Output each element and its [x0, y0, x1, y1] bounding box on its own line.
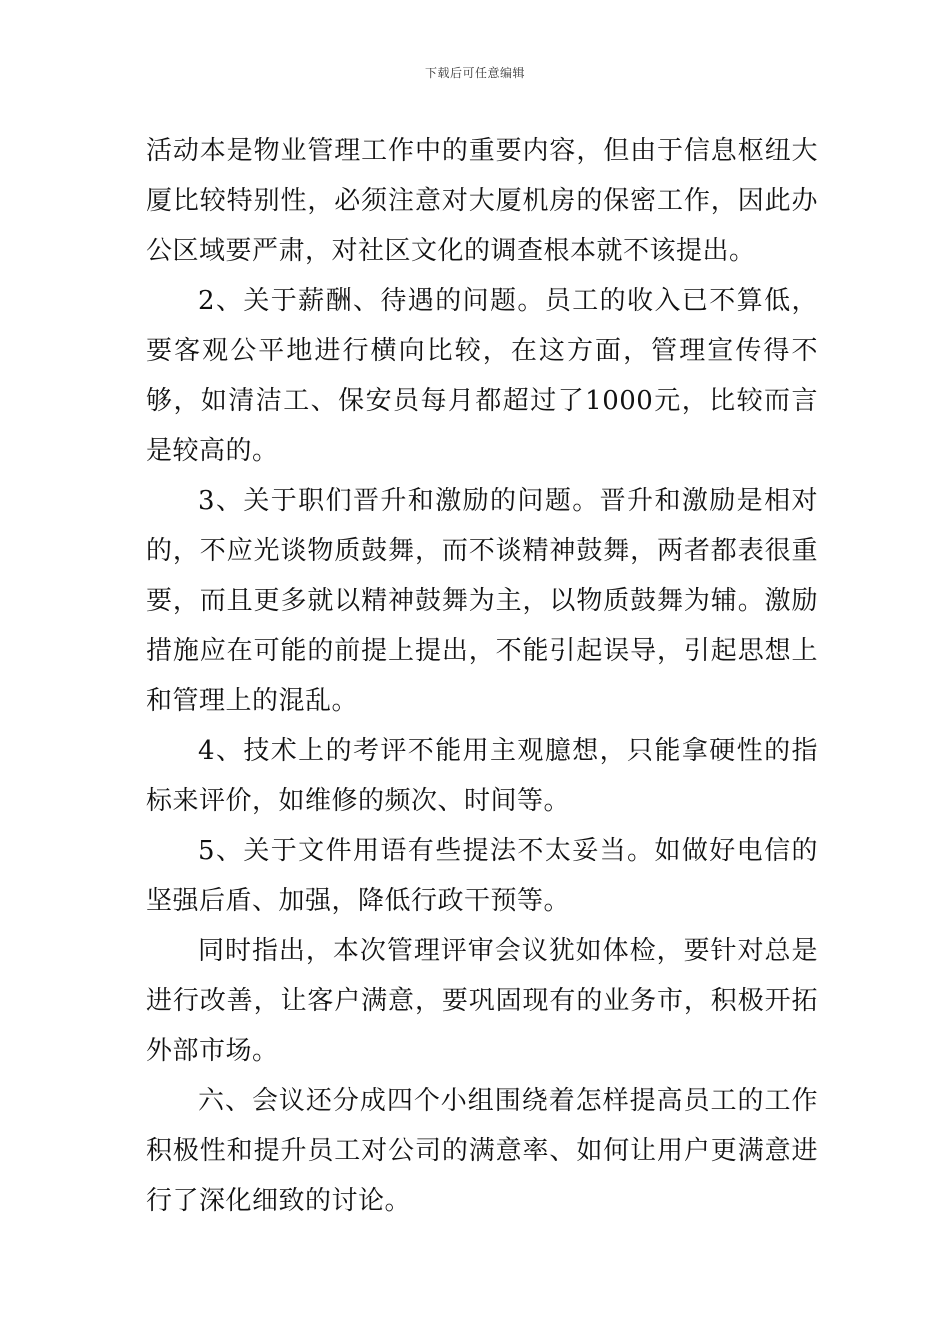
paragraph-item-4: 4、技术上的考评不能用主观臆想，只能拿硬性的指标来评价，如维修的频次、时间等。 — [146, 736, 818, 816]
paragraph-item-3: 3、关于职们晋升和激励的问题。晋升和激励是相对的，不应光谈物质鼓舞，而不谈精神鼓舞，两者都表很重要，而且更多就以精神鼓舞为主，以物质鼓舞为辅。激励措施应在可能的前提上提出，不能引起误导，引起思想上和管理上的混乱。 — [146, 486, 818, 716]
page-header: 下载后可任意编辑 — [424, 66, 525, 80]
paragraph-item-5: 5、关于文件用语有些提法不太妥当。如做好电信的坚强后盾、加强，降低行政干预等。 — [146, 836, 818, 916]
paragraph-intro: 活动本是物业管理工作中的重要内容，但由于信息枢纽大厦比较特别性，必须注意对大厦机房的保密工作，因此办公区域要严肃，对社区文化的调查根本就不该提出。 — [146, 136, 818, 266]
paragraph-summary: 同时指出，本次管理评审会议犹如体检，要针对总是进行改善，让客户满意，要巩固现有的业务市，积极开拓外部市场。 — [146, 936, 818, 1066]
document-body — [146, 126, 818, 1226]
paragraph-item-2: 2、关于薪酬、待遇的问题。员工的收入已不算低，要客观公平地进行横向比较，在这方面，管理宣传得不够，如清洁工、保安员每月都超过了1000元，比较而言是较高的。 — [146, 286, 818, 466]
paragraph-section-six: 六、会议还分成四个小组围绕着怎样提高员工的工作积极性和提升员工对公司的满意率、如何让用户更满意进行了深化细致的讨论。 — [146, 1086, 818, 1216]
